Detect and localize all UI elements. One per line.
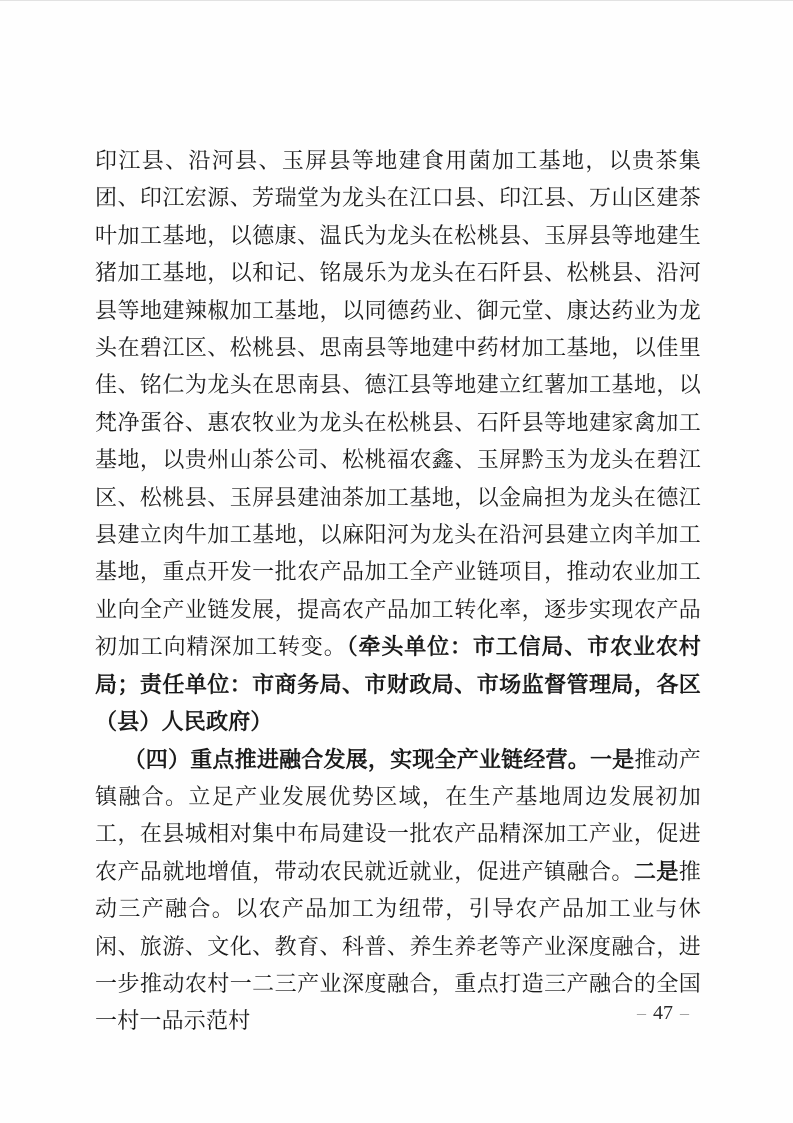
body-text-block [95,142,701,1040]
page-number-dash-left: – [637,1003,646,1023]
paragraph-continuation [95,142,701,741]
page-number-dash-right: – [680,1003,689,1023]
section-four-heading: （四）重点推进融合发展，实现全产业链经营。 [123,746,590,772]
page-number-value: 47 [653,1002,673,1024]
lead-responsible-units-note: （牵头单位：市工信局、市农业农村局；责任单位：市商务局、市财政局、市场监督管理局，各区（县）人民政府） [95,634,702,735]
paragraph-section-four [95,741,701,1040]
item-second-text: 推动三产融合。以农产品加工为纽带，引导农产品加工业与休闲、旅游、文化、教育、科普、养生养老等产业深度融合，进一步推动农村一二三产业深度融合，重点打造三产融合的全国一村一品示范村 [95,858,701,1034]
item-first-text: 推动产镇融合。立足产业发展优势区域，在生产基地周边发展初加工，在县城相对集中布局建设一批农产品精深加工产业，促进农产品就地增值，带动农民就近就业，促进产镇融合。 [95,746,701,884]
paragraph-body-text: 印江县、沿河县、玉屏县等地建食用菌加工基地，以贵茶集团、印江宏源、芳瑞堂为龙头在江口县、印江县、万山区建茶叶加工基地，以德康、温氏为龙头在松桃县、玉屏县等地建生猪加工基地，以和记、铭晟乐为龙头在石阡县、松桃县、沿河县等地建辣椒加工基地，以同德药业、御元堂、康达药业为龙头在碧江区、松桃县、思南县等地建中药材加工基地，以佳里佳、铭仁为龙头在思南县、德江县等地建立红薯加工基地，以梵净蛋谷、惠农牧业为龙头在松桃县、石阡县等地建家禽加工基地，以贵州山茶公司、松桃福农鑫、玉屏黔玉为龙头在碧江区、松桃县、玉屏县建油茶加工基地，以金扁担为龙头在德江县建立肉牛加工基地，以麻阳河为龙头在沿河县建立肉羊加工基地，重点开发一批农产品加工全产业链项目，推动农业加工业向全产业链发展，提高农产品加工转化率，逐步实现农产品初加工向精深加工转变。 [95,148,701,660]
item-marker-second: 二是 [633,858,679,884]
item-marker-first: 一是 [589,746,635,772]
page-number [630,1001,696,1025]
